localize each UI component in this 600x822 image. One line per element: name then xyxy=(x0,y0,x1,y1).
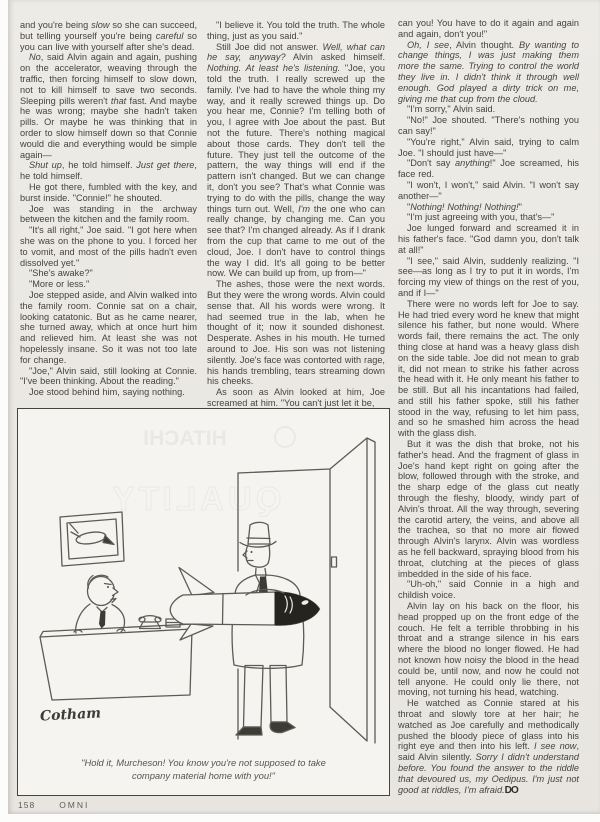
text-segment: "I won't, I won't," said Alvin. "I won't say another—" xyxy=(398,179,579,201)
caption-line-2: company material home with you!" xyxy=(132,770,275,781)
text-segment: He got there, fumbled with the key, and burst inside. "Connie!" he shouted. xyxy=(20,181,197,203)
text-segment: fast. And maybe he was wrong; maybe she hadn't taken pills. Or maybe he was thinking that in order to slow himself down so that Connie would die and everything would be simple again— xyxy=(20,95,197,160)
text-segment: , said Alvin again and again, pushing on the accelerator, weaving through the traffic, then forcing himself to slow down, not to kill himself to save two seconds. Sleeping pills weren't xyxy=(20,52,197,106)
text-segment: careful xyxy=(155,30,184,41)
seated-man xyxy=(74,575,125,633)
text-segment: "Uh-oh," said Connie in a high and childish voice. xyxy=(398,579,579,601)
text-segment: , he told himself. xyxy=(20,160,197,182)
paragraph xyxy=(20,204,197,226)
text-segment: There were no words left for Joe to say. He had tried every word he knew that might silence his father, but none would. Where words fail, there remains the act. The only thing close at hand was a heavy glass dish on the side table. Joe did not mean to grab it, did not mean to strike his father across the head with it. He only meant his father to be still. But all his incantations had failed, and still his father spoke, still his father stood in the way, refusing to let him pass, and so he smashed him across the head with the glass dish. xyxy=(398,298,579,439)
page-number: 158 xyxy=(18,800,36,810)
paragraph xyxy=(398,202,579,213)
text-segment: Joe was standing in the archway between the kitchen and the family room. xyxy=(20,203,197,225)
paragraph xyxy=(20,279,197,290)
text-segment: "I believe it. You told the truth. The whole thing, just as you said." xyxy=(207,20,385,41)
text-segment: so you can live with yourself after she's dead. xyxy=(20,30,197,52)
paragraph xyxy=(398,223,579,255)
text-segment: "Don't say xyxy=(407,158,456,169)
text-segment: so she can succeed, but telling yourself you're being xyxy=(20,20,198,41)
text-segment: No xyxy=(29,52,41,63)
paragraph xyxy=(207,42,385,280)
paragraph xyxy=(207,20,385,42)
paragraph xyxy=(398,115,579,137)
magazine-name: OMNI xyxy=(59,800,90,810)
text-segment: , he told himself. xyxy=(61,160,137,171)
paragraph xyxy=(20,160,197,182)
torpedo-nose xyxy=(275,592,319,625)
cartoonist-signature: Cotham xyxy=(39,705,102,725)
paragraph xyxy=(398,256,579,299)
paragraph xyxy=(20,387,197,398)
text-segment: Alvin asked himself. xyxy=(285,52,385,63)
text-segment: !" Joe screamed, his face red. xyxy=(398,158,579,180)
text-segment: But it was the dish that broke, not his father's head. And the fragment of glass in Joe's hand kept right on going after the blow, followed through with the stroke, and the sharp edge of the glass cut neatly through the fleshy, bloody, windy part of Alvin's throat. All the way through, severing the carotid artery, the veins, and above all the trachea, so that no more air flowed through Alvin's larynx. Alvin was wordless as he fell backward, spraying blood from his throat, clutching at the pieces of glass imbedded in the side of his face. xyxy=(398,439,579,579)
text-segment: , said Alvin silently. xyxy=(398,741,579,763)
paragraph xyxy=(398,180,579,202)
paragraph xyxy=(20,268,197,279)
standing-man-legs xyxy=(236,666,295,736)
paragraph xyxy=(398,104,579,115)
paragraph xyxy=(20,366,197,388)
text-segment: " xyxy=(407,201,411,212)
paragraph xyxy=(398,18,579,40)
text-segment: Joe stood behind him, saying nothing. xyxy=(29,387,185,398)
text-segment: the one who can really change, by changing me. Can you see that? I'm changed already. As if I drank from the cup that came to me out of the cloud, Joe. I don't have to control things the way I did. It's all going to be better now. We can build up from, up from—" xyxy=(207,203,385,279)
paragraph xyxy=(207,279,385,387)
caption-line-1: "Hold it, Murcheson! You know you're not supposed to take xyxy=(81,757,326,768)
paragraph xyxy=(398,439,579,579)
text-segment: By wanting to change things, I was just making them more the same. Trying to control the world they live in. I didn't think it through well enough. God played a dirty trick on me, giving me that cup from the cloud. xyxy=(398,39,579,104)
text-segment: , Alvin thought. xyxy=(449,39,520,50)
text-segment: slow xyxy=(91,20,110,30)
paragraph xyxy=(398,698,579,796)
text-segment: Still Joe did not answer. xyxy=(216,41,323,52)
text-segment: "Joe," Alvin said, still looking at Connie. "I've been thinking. About the reading." xyxy=(20,365,197,387)
paragraph xyxy=(398,601,579,698)
text-segment: Well, what can he say, anyway? xyxy=(207,41,385,63)
text-segment: "It's all right," Joe said. "I got here when she was on the phone to you. I forced her to vomit, and most of the pills hadn't even dissolved yet." xyxy=(20,225,197,268)
paragraph xyxy=(20,20,197,52)
text-segment: Shut up xyxy=(29,160,62,171)
end-of-story-mark: DO xyxy=(504,784,519,796)
paragraph xyxy=(398,299,579,439)
text-segment: "I'm sorry," Alvin said. xyxy=(407,104,496,115)
paragraph xyxy=(398,137,579,159)
cartoon-drawing xyxy=(18,411,389,746)
text-segment: Joe lunged forward and screamed it in his father's face. "God damn you, don't talk at all!" xyxy=(398,223,579,255)
text-column-1 xyxy=(20,20,197,398)
text-segment: As soon as Alvin looked at him, Joe screamed at him. "You can't just let it be, xyxy=(207,387,385,408)
text-column-3 xyxy=(398,18,579,796)
paragraph xyxy=(20,290,197,366)
text-segment: Joe stepped aside, and Alvin walked into the family room. Connie sat on a chair, looking catatonic. But as he came nearer, she turned away, which at once hurt him and relieved him. At least she was not hopelessly insane. So it was not too late for change. xyxy=(20,289,197,365)
missile-picture-frame xyxy=(60,512,124,566)
page-footer xyxy=(18,800,89,810)
cartoon-panel xyxy=(17,408,390,796)
text-segment: "You're right," Alvin said, trying to calm Joe. "I should just have—" xyxy=(398,136,579,158)
text-segment: Oh, I see xyxy=(407,39,450,50)
paragraph xyxy=(398,579,579,601)
paragraph xyxy=(207,387,385,409)
text-segment: " xyxy=(518,201,522,212)
text-segment: "No!" Joe shouted. "There's nothing you can say!" xyxy=(398,115,579,136)
paragraph xyxy=(398,158,579,180)
paragraph xyxy=(20,182,197,204)
text-segment: Just get there xyxy=(136,160,195,171)
paragraph xyxy=(398,212,579,223)
text-segment: anything xyxy=(455,158,490,169)
text-segment: I see now xyxy=(534,741,577,752)
text-segment: "She's awake?" xyxy=(29,268,93,279)
paragraph xyxy=(20,52,197,160)
ghost-quality-text: QUALITY xyxy=(108,480,282,517)
text-segment: "Joe, you told the truth. I really screwed up the family. I've had to have the whole thing my way, and it really screwed things up. Do you hear me, Connie? I'm telling both of you, I agree with Joe about the past. But not the future. There's nothing magical about those cards. They don't tell the future. They just tell the outcome of the pattern, the way things will end if the pattern isn't changed. But we can change it, don't you see? That's what Connie was trying to do with the pills, change the way things turn out. Well, xyxy=(207,63,385,214)
text-segment: Nothing! Nothing! Nothing! xyxy=(410,201,519,212)
paragraph xyxy=(398,40,579,105)
text-segment: Sorry I didn't understand before. You found the answer to the riddle that devoured us, my Oedipus. I'm just not good at riddles, I'm afraid. xyxy=(398,752,579,795)
text-segment: "I'm just agreeing with you, that's—" xyxy=(407,212,555,223)
text-segment: that xyxy=(110,95,127,106)
fedora-hat xyxy=(248,522,270,544)
paragraph xyxy=(20,225,197,268)
text-segment: Alvin lay on his back on the floor, his head propped up on the front edge of the couch. He felt a terrible throbbing in his throat and a strange silence in his ears where the blood no longer flowed. He had not known how noisy the blood in the head could be, until now, and now he could not tell anyone. He could only lie there, not moving, not turning his head, watching. xyxy=(398,601,579,698)
text-segment: and you're being xyxy=(20,20,92,30)
text-segment: can you! You have to do it again and again and again, don't you!" xyxy=(398,18,579,39)
text-segment: The ashes, those were the next words. But they were the wrong words. Alvin could sense that. All his words were wrong. It had seemed true in the lab, when he thought of it; now it sounded dishonest. Desperate. Ashes in his mouth. He turned around to Joe. His son was not listening silently. Joe's face was contorted with rage, his hands trembling, tears streaming down his cheeks. xyxy=(207,279,385,387)
text-column-2 xyxy=(207,20,385,409)
text-segment: "More or less." xyxy=(29,279,90,290)
text-segment: He watched as Connie stared at his throat and slowly tore at her hair; he watched as Joe carefully and methodically pushed the bloody piece of glass into his right eye and then into his left. xyxy=(398,698,579,752)
office-desk xyxy=(40,624,194,700)
text-segment: "I see," said Alvin, suddenly realizing. "I see—as long as I try to put it in words, I'm forcing my view of things on the rest of you, and if I—" xyxy=(398,255,579,298)
text-segment: I'm xyxy=(298,203,311,214)
ghost-hitachi-text: HITACHI xyxy=(143,427,227,450)
cartoon-caption xyxy=(28,756,379,782)
text-segment: Nothing. At least he's listening. xyxy=(207,63,341,74)
